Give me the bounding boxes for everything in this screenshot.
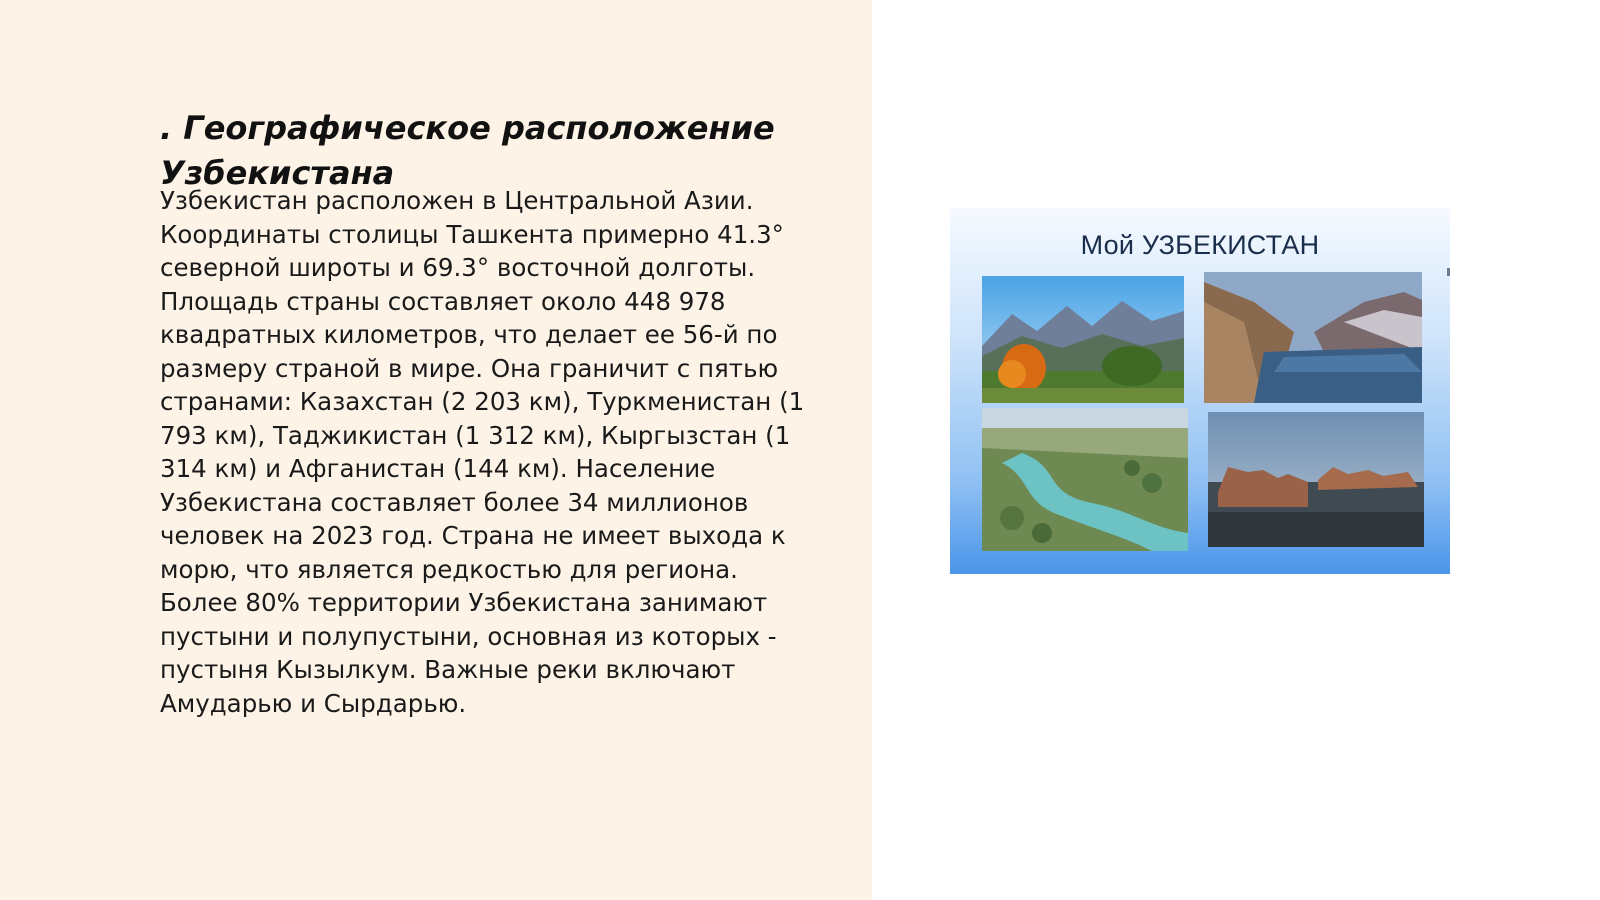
edge-mark xyxy=(1447,268,1450,276)
mountain-autumn-photo xyxy=(982,276,1184,403)
slide-body-text: Узбекистан расположен в Центральной Азии. Координаты столицы Ташкента примерно 41.3° северной широты и 69.3° восточной долготы. Площадь страны составляет около 448 978 квадратных километров, что делает ее 56-й по размеру страной в мире. Она граничит с пятью странами: Казахстан (2 203 км), Туркменистан (1 793 км), Таджикистан (1 312 км), Кыргызстан (1 314 км) и Афганистан (144 км). Население Узбекистана составляет более 34 миллионов человек на 2023 год. Страна не имеет выхода к морю, что является редкостью для региона. Более 80% территории Узбекистана занимают пустыни и полупустыни, основная из которых - пустыня Кызылкум. Важные реки включают Амударью и Сырдарью. xyxy=(160,186,805,718)
uzbekistan-collage-image xyxy=(950,208,1450,574)
collage-caption: Мой УЗБЕКИСТАН xyxy=(1080,230,1320,260)
river-valley-photo xyxy=(982,408,1188,551)
desert-ruins-photo xyxy=(1208,412,1424,547)
mountain-lake-photo xyxy=(1204,272,1422,403)
slide-title: . Географическое расположение Узбекистана xyxy=(160,109,775,192)
